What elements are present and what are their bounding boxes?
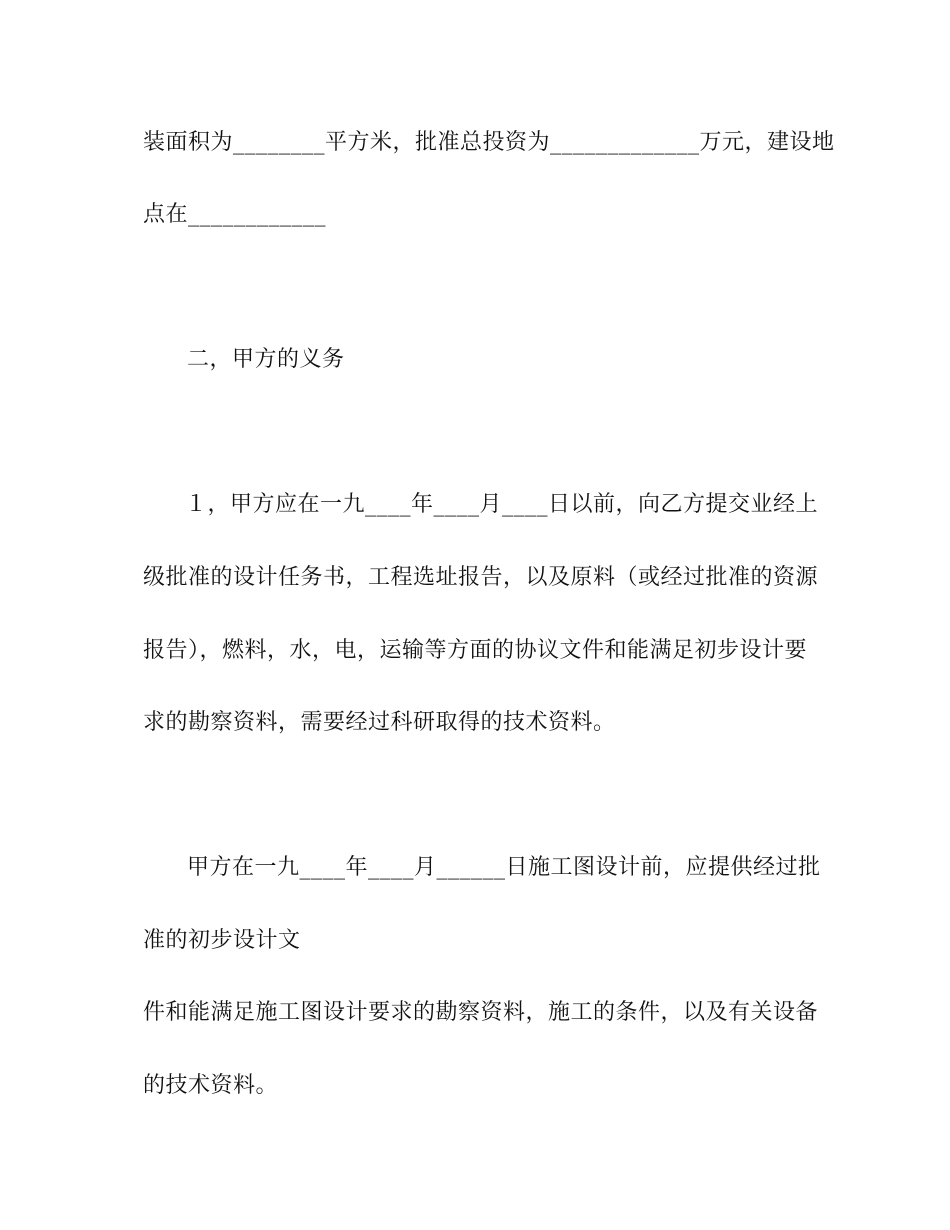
- text-line-clause-1-cont-1: 级批准的设计任务书，工程选址报告，以及原料（或经过批准的资源: [143, 565, 819, 590]
- text-line-clause-2-end: 的技术资料。: [143, 1073, 279, 1098]
- section-heading-party-a-obligations: 二，甲方的义务: [187, 347, 345, 372]
- text-line-clause-1-end: 求的勘察资料，需要经过科研取得的技术资料。: [143, 710, 616, 735]
- text-line-clause-2-cont-1: 准的初步设计文: [143, 928, 301, 953]
- text-line-clause-1-cont-2: 报告），燃料，水，电，运输等方面的协议文件和能满足初步设计要: [143, 638, 808, 663]
- text-line-area-investment: 装面积为________平方米，批准总投资为_____________万元，建设地: [143, 130, 835, 155]
- text-line-clause-1-start: １，甲方应在一九____年____月____日以前，向乙方提交业经上: [185, 492, 819, 517]
- text-line-clause-2-start: 甲方在一九____年____月______日施工图设计前，应提供经过批: [187, 855, 821, 880]
- text-line-clause-2-cont-2: 件和能满足施工图设计要求的勘察资料，施工的条件，以及有关设备: [143, 1000, 819, 1025]
- text-line-location: 点在____________: [143, 202, 327, 227]
